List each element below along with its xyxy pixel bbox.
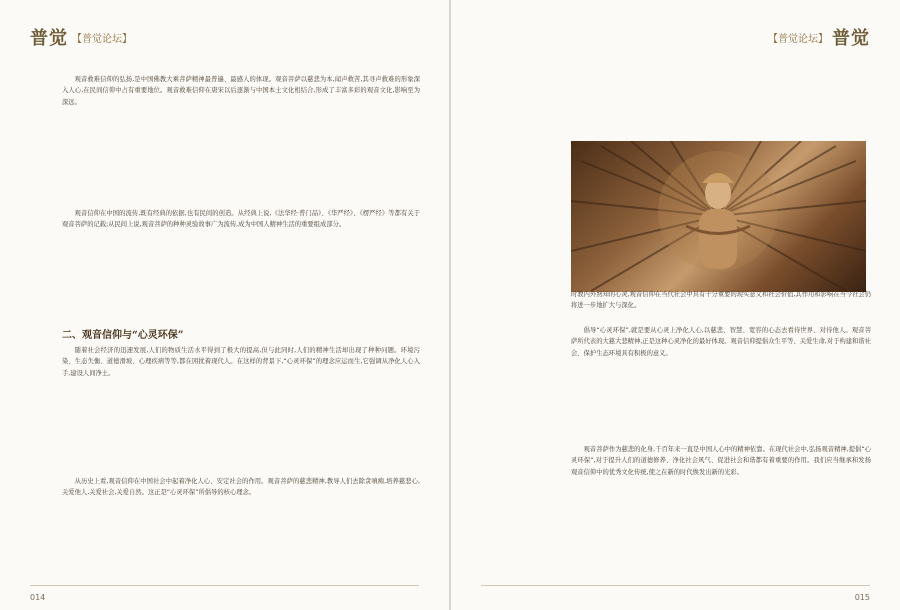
paragraph: 观音菩萨作为慈悲的化身,千百年来一直是中国人心中的精神依靠。在现代社会中,弘扬观音精神,提倡“心灵环保”,对于提升人们的道德修养、净化社会风气、促进社会和谐都有着重要的作用。我们应当继承和发扬观音信仰中的优秀文化传统,使之在新的时代焕发出新的光彩。	[571, 446, 871, 476]
magazine-logo: 普觉	[30, 28, 68, 49]
body-text-block	[62, 345, 420, 379]
thousand-hand-guanyin-image	[571, 141, 866, 292]
left-page	[0, 0, 449, 610]
body-text-block	[571, 325, 871, 359]
column-name: 【普觉论坛】	[72, 33, 132, 45]
section-heading: 二、观音信仰与“心灵环保”	[62, 330, 184, 341]
column-name: 【普觉论坛】	[768, 33, 828, 45]
left-header	[30, 24, 132, 50]
body-text-block	[62, 208, 420, 231]
paragraph: 观音救难信仰的弘扬,是中国佛教大乘菩萨精神最普遍、最感人的体现。观音菩萨以慈悲为本,闻声救苦,其寻声救难的形象深入人心,在民间信仰中占有重要地位。观音救难信仰在唐宋以后逐渐与中国本土文化相结合,形成了丰富多彩的观音文化,影响至为深远。	[62, 76, 420, 106]
body-text-block	[62, 74, 420, 108]
footer-rule	[481, 585, 870, 586]
magazine-logo: 普觉	[832, 28, 870, 49]
body-text-block	[62, 476, 420, 499]
page-number: 015	[854, 593, 870, 602]
right-page	[451, 0, 900, 610]
page-number: 014	[30, 593, 46, 602]
paragraph: 随着社会经济的迅速发展,人们的物质生活水平得到了极大的提高,但与此同时,人们的精神生活却出现了种种问题。环境污染、生态失衡、道德滑坡、心理疾病等等,都在困扰着现代人。在这样的背景下,“心灵环保”的理念应运而生,它强调从净化人心入手,建设人间净土。	[62, 347, 420, 377]
paragraph: 观音信仰在中国的流传,既有经典的依据,也有民间的创造。从经典上说,《法华经·普门品》、《华严经》、《楞严经》等都有关于观音菩萨的记载;从民间上说,观音菩萨的种种灵验故事广为流传,成为中国人精神生活的重要组成部分。	[62, 210, 420, 229]
statue-illustration	[571, 141, 866, 292]
body-text-block	[571, 289, 871, 312]
paragraph: 从历史上看,观音信仰在中国社会中起着净化人心、安定社会的作用。观音菩萨的慈悲精神,教导人们去除贪嗔痴,培养慈悲心,关爱他人,关爱社会,关爱自然。这正是“心灵环保”所倡导的核心理念。	[62, 478, 420, 497]
body-text-block	[571, 444, 871, 478]
footer-rule	[30, 585, 419, 586]
right-header	[768, 24, 870, 50]
paragraph: 时教内外熟知的心灵,观音信仰在当代社会中具有十分重要的现实意义和社会价值,其作用和影响在当今社会仍将进一步地扩大与深化。	[571, 291, 871, 310]
paragraph: 倡导“心灵环保”,就是要从心灵上净化人心,以慈悲、智慧、宽容的心态去看待世界、对待他人。观音菩萨所代表的大慈大悲精神,正是这种心灵净化的最好体现。观音信仰提倡众生平等、关爱生命,对于构建和谐社会、保护生态环境具有积极的意义。	[571, 327, 871, 357]
